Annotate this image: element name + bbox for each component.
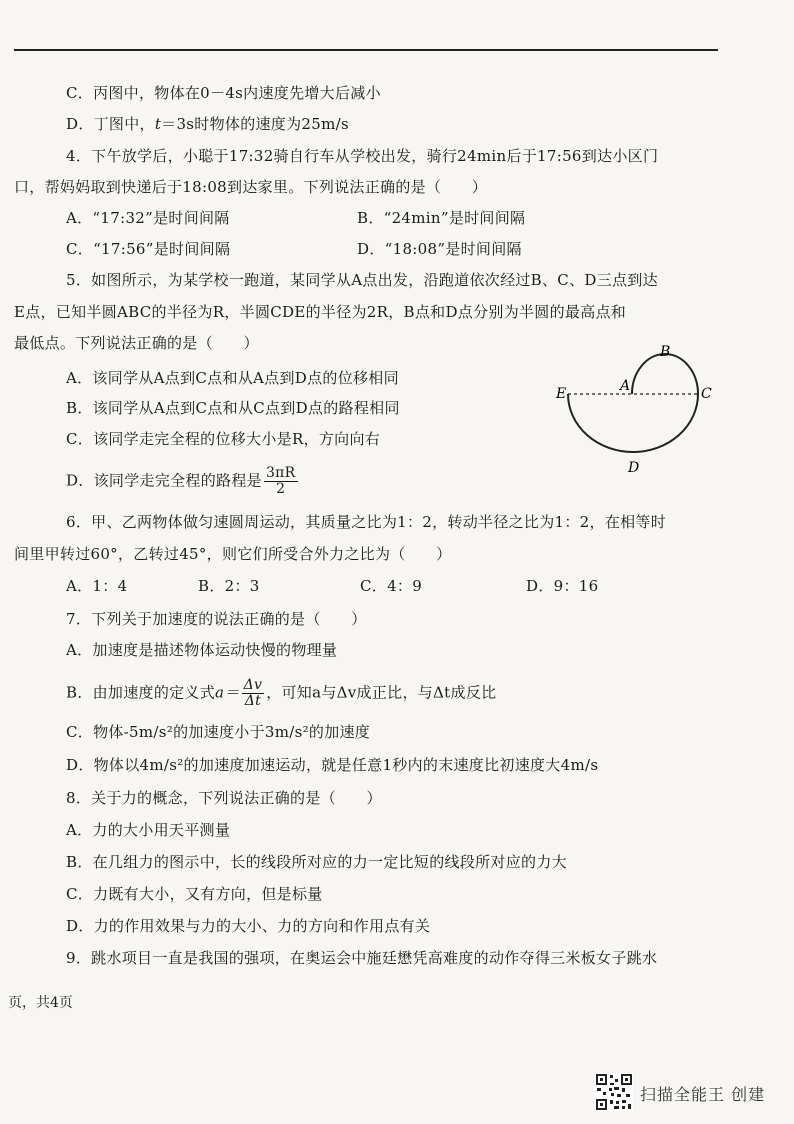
q8-option-a: A．力的大小用天平测量 bbox=[66, 821, 231, 839]
q7b-numerator: Δv bbox=[243, 677, 263, 693]
label-d: D bbox=[628, 460, 640, 476]
q3-option-d bbox=[66, 114, 349, 134]
q6-option-c: C．4：9 bbox=[360, 577, 423, 595]
q8-option-b: B．在几组力的图示中，长的线段所对应的力一定比短的线段所对应的力大 bbox=[66, 853, 567, 871]
q4-option-a: A．“17:32”是时间间隔 bbox=[66, 209, 230, 227]
label-b: B bbox=[660, 344, 671, 360]
scanner-brand-text: 扫描全能王 创建 bbox=[640, 1085, 766, 1104]
q6-option-d: D．9：16 bbox=[526, 577, 599, 595]
q6-stem-1: 6．甲、乙两物体做匀速圆周运动，其质量之比为1：2，转动半径之比为1：2，在相等时 bbox=[66, 513, 667, 531]
track-diagram bbox=[548, 336, 728, 486]
q4-option-d: D．“18:08”是时间间隔 bbox=[357, 240, 522, 258]
q7b-text-c: ，可知a与Δv成正比，与Δt成反比 bbox=[266, 683, 497, 702]
q4-option-c: C．“17:56”是时间间隔 bbox=[66, 240, 231, 258]
q5-stem-1: 5．如图所示，为某学校一跑道，某同学从A点出发，沿跑道依次经过B、C、D三点到达 bbox=[66, 271, 658, 289]
q8-option-d: D．力的作用效果与力的大小、力的方向和作用点有关 bbox=[66, 917, 431, 935]
label-a: A bbox=[620, 378, 631, 394]
q9-stem: 9．跳水项目一直是我国的强项，在奥运会中施廷懋凭高难度的动作夺得三米板女子跳水 bbox=[66, 949, 658, 967]
q7b-equation: a＝ bbox=[215, 683, 240, 702]
q7b-fraction bbox=[242, 678, 265, 709]
q6-option-a: A．1：4 bbox=[66, 577, 128, 595]
q7b-text-a: B．由加速度的定义式 bbox=[66, 683, 216, 702]
q6-option-b: B．2：3 bbox=[198, 577, 260, 595]
header-rule bbox=[14, 49, 718, 51]
q7b-denominator: Δt bbox=[244, 693, 262, 709]
q5-stem-2: E点，已知半圆ABC的半径为R，半圆CDE的半径为2R，B点和D点分别为半圆的最高点和 bbox=[14, 303, 627, 321]
q5-option-a: A．该同学从A点到C点和从A点到D点的位移相同 bbox=[66, 369, 399, 387]
q7-option-c: C．物体-5m/s²的加速度小于3m/s²的加速度 bbox=[66, 723, 371, 741]
q5d-text: D．该同学走完全程的路程是 bbox=[66, 471, 262, 490]
label-c: C bbox=[701, 386, 712, 402]
q7-option-d: D．物体以4m/s²的加速度加速运动，就是任意1秒内的末速度比初速度大4m/s bbox=[66, 756, 599, 774]
q5d-denominator: 2 bbox=[276, 481, 286, 497]
q3d-text-a: D．丁图中， bbox=[66, 115, 155, 133]
q5d-fraction bbox=[264, 466, 298, 497]
label-e: E bbox=[556, 386, 567, 402]
q8-stem: 8．关于力的概念，下列说法正确的是（ ） bbox=[66, 789, 382, 807]
q4-stem-2: 口，帮妈妈取到快递后于18:08到达家里。下列说法正确的是（ ） bbox=[14, 178, 488, 196]
q4-option-b: B．“24min”是时间间隔 bbox=[357, 209, 526, 227]
q5-option-b: B．该同学从A点到C点和从C点到D点的路程相同 bbox=[66, 399, 400, 417]
qr-code-icon bbox=[595, 1073, 633, 1111]
large-semicircle-cde bbox=[568, 394, 698, 452]
q7-stem: 7．下列关于加速度的说法正确的是（ ） bbox=[66, 610, 367, 628]
q5-stem-3: 最低点。下列说法正确的是（ ） bbox=[14, 334, 259, 352]
q7-option-a: A．加速度是描述物体运动快慢的物理量 bbox=[66, 641, 338, 659]
q3d-var-t: t bbox=[154, 115, 162, 133]
q4-stem-1: 4．下午放学后，小聪于17:32骑自行车从学校出发，骑行24min后于17:56到达小区门 bbox=[66, 147, 659, 165]
q5d-numerator: 3πR bbox=[265, 465, 296, 481]
q7-option-b bbox=[66, 678, 496, 709]
q3d-text-c: ＝3s时物体的速度为25m/s bbox=[161, 115, 349, 133]
q8-option-c: C．力既有大小，又有方向，但是标量 bbox=[66, 885, 323, 903]
q3-option-c: C．丙图中，物体在0－4s内速度先增大后减小 bbox=[66, 84, 381, 102]
q5-option-c: C．该同学走完全程的位移大小是R，方向向右 bbox=[66, 430, 381, 448]
small-semicircle-abc bbox=[632, 354, 698, 394]
q6-stem-2: 间里甲转过60°，乙转过45°，则它们所受合外力之比为（ ） bbox=[14, 545, 452, 563]
page-footer: 页，共4页 bbox=[8, 995, 73, 1011]
q5-option-d bbox=[66, 466, 300, 497]
